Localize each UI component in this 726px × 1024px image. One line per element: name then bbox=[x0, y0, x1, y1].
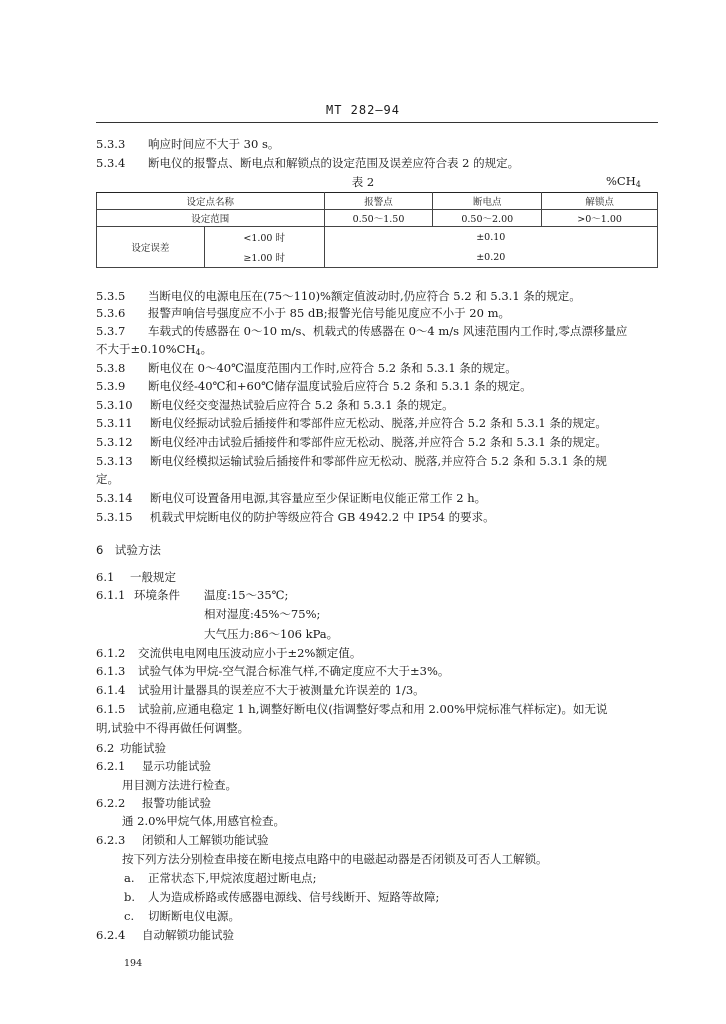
header-alarm-point: 报警点 bbox=[324, 193, 433, 210]
table-row-range bbox=[97, 210, 658, 227]
clause-5-3-7: 5.3.7 车载式的传感器在 0～10 m/s、机载式的传感器在 0～4 m/s 风速范围内工作时,零点漂移量应 bbox=[96, 324, 628, 338]
clause-5-3-4: 5.3.4 断电仪的报警点、断电点和解锁点的设定范围及误差应符合表 2 的规定。 bbox=[96, 156, 520, 170]
error-value-2: ±0.20 bbox=[324, 247, 657, 268]
setpoint-table bbox=[96, 192, 658, 268]
clause-6-1-5: 6.1.5 试验前,应通电稳定 1 h,调整好断电仪(指调整好零点和用 2.00%甲烷标准气样标定)。如无说 bbox=[96, 702, 608, 716]
clause-6-1-4: 6.1.4 试验用计量器具的误差应不大于被测量允许误差的 1/3。 bbox=[96, 683, 425, 697]
clause-6-2-2: 6.2.2 报警功能试验 bbox=[96, 796, 211, 810]
clause-6-2-1: 6.2.1 显示功能试验 bbox=[96, 759, 211, 773]
clause-5-3-13-cont: 定。 bbox=[96, 472, 119, 486]
list-item-a: a. 正常状态下,甲烷浓度超过断电点; bbox=[124, 871, 317, 885]
clause-5-3-12: 5.3.12 断电仪经冲击试验后插接件和零部件应无松动、脱落,并应符合 5.2 条和 5.3.1 条的规定。 bbox=[96, 435, 607, 449]
list-item-c: c. 切断断电仪电源。 bbox=[124, 909, 240, 923]
table-caption: 表 2 bbox=[351, 175, 375, 189]
clause-5-3-3: 5.3.3 响应时间应不大于 30 s。 bbox=[96, 137, 280, 151]
section-6-title: 6 试验方法 bbox=[96, 543, 161, 557]
clause-5-3-7-cont: 不大于$\pm 0.10\%CH_4$。 bbox=[96, 342, 213, 357]
clause-6-2-3: 6.2.3 闭锁和人工解锁功能试验 bbox=[96, 833, 269, 847]
table-row-error-1 bbox=[97, 227, 658, 248]
clause-6-2-3-body: 按下列方法分别检查串接在断电接点电路中的电磁起动器是否闭锁及可否人工解锁。 bbox=[122, 852, 548, 866]
header-setpoint-name: 设定点名称 bbox=[97, 193, 325, 210]
clause-5-3-15: 5.3.15 机载式甲烷断电仪的防护等级应符合 GB 4942.2 中 IP54 的要求。 bbox=[96, 510, 495, 524]
clause-5-3-11: 5.3.11 断电仪经振动试验后插接件和零部件应无松动、脱落,并应符合 5.2 条和 5.3.1 条的规定。 bbox=[96, 416, 607, 430]
table-unit: $\%CH_4$ bbox=[606, 174, 641, 189]
clause-6-2: 6.2 功能试验 bbox=[96, 741, 166, 755]
clause-5-3-13: 5.3.13 断电仪经模拟运输试验后插接件和零部件应无松动、脱落,并应符合 5.2 条和 5.3.1 条的规 bbox=[96, 454, 607, 468]
clause-6-1-1: 6.1.1 环境条件 温度:15～35℃; bbox=[96, 588, 289, 602]
list-item-b: b. 人为造成桥路或传感器电源线、信号线断开、短路等故障; bbox=[124, 890, 440, 904]
range-label: 设定范围 bbox=[97, 210, 325, 227]
clause-5-3-10: 5.3.10 断电仪经交变湿热试验后应符合 5.2 条和 5.3.1 条的规定。 bbox=[96, 398, 454, 412]
range-alarm: 0.50～1.50 bbox=[324, 210, 433, 227]
header-unlock-point: 解锁点 bbox=[542, 193, 658, 210]
clause-5-3-5: 5.3.5 当断电仪的电源电压在(75～110)%额定值波动时,仍应符合 5.2 和 5.3.1 条的规定。 bbox=[96, 289, 581, 303]
error-cond-1: <1.00 时 bbox=[204, 227, 324, 248]
humidity-condition: 相对湿度:45%～75%; bbox=[204, 607, 321, 621]
header-cutoff-point: 断电点 bbox=[433, 193, 542, 210]
clause-6-2-2-body: 通 2.0%甲烷气体,用感官检查。 bbox=[122, 814, 286, 828]
pressure-condition: 大气压力:86～106 kPa。 bbox=[204, 627, 339, 641]
range-unlock: >0～1.00 bbox=[542, 210, 658, 227]
standard-code-header: MT 282—94 bbox=[325, 103, 401, 117]
clause-5-3-8: 5.3.8 断电仪在 0～40℃温度范围内工作时,应符合 5.2 条和 5.3.1 条的规定。 bbox=[96, 361, 517, 375]
clause-6-2-4: 6.2.4 自动解锁功能试验 bbox=[96, 928, 234, 942]
page-number: 194 bbox=[124, 958, 143, 969]
error-value-1: ±0.10 bbox=[324, 227, 657, 248]
clause-6-1-2: 6.1.2 交流供电电网电压波动应小于±2%额定值。 bbox=[96, 646, 362, 660]
header-rule bbox=[96, 122, 658, 123]
error-cond-2: ≥1.00 时 bbox=[204, 247, 324, 268]
clause-6-1: 6.1 一般规定 bbox=[96, 570, 176, 584]
clause-5-3-6: 5.3.6 报警声响信号强度应不小于 85 dB;报警光信号能见度应不小于 20 m。 bbox=[96, 306, 510, 320]
clause-6-2-1-body: 用目测方法进行检查。 bbox=[122, 778, 237, 792]
range-cutoff: 0.50～2.00 bbox=[433, 210, 542, 227]
clause-6-1-3: 6.1.3 试验气体为甲烷-空气混合标准气样,不确定度应不大于±3%。 bbox=[96, 664, 450, 678]
clause-5-3-9: 5.3.9 断电仪经-40℃和+60℃储存温度试验后应符合 5.2 条和 5.3.1 条的规定。 bbox=[96, 379, 532, 393]
clause-6-1-5-cont: 明,试验中不得再做任何调整。 bbox=[96, 721, 250, 735]
table-header-row bbox=[97, 193, 658, 210]
clause-5-3-14: 5.3.14 断电仪可设置备用电源,其容量应至少保证断电仪能正常工作 2 h。 bbox=[96, 491, 487, 505]
error-label: 设定误差 bbox=[97, 227, 205, 268]
